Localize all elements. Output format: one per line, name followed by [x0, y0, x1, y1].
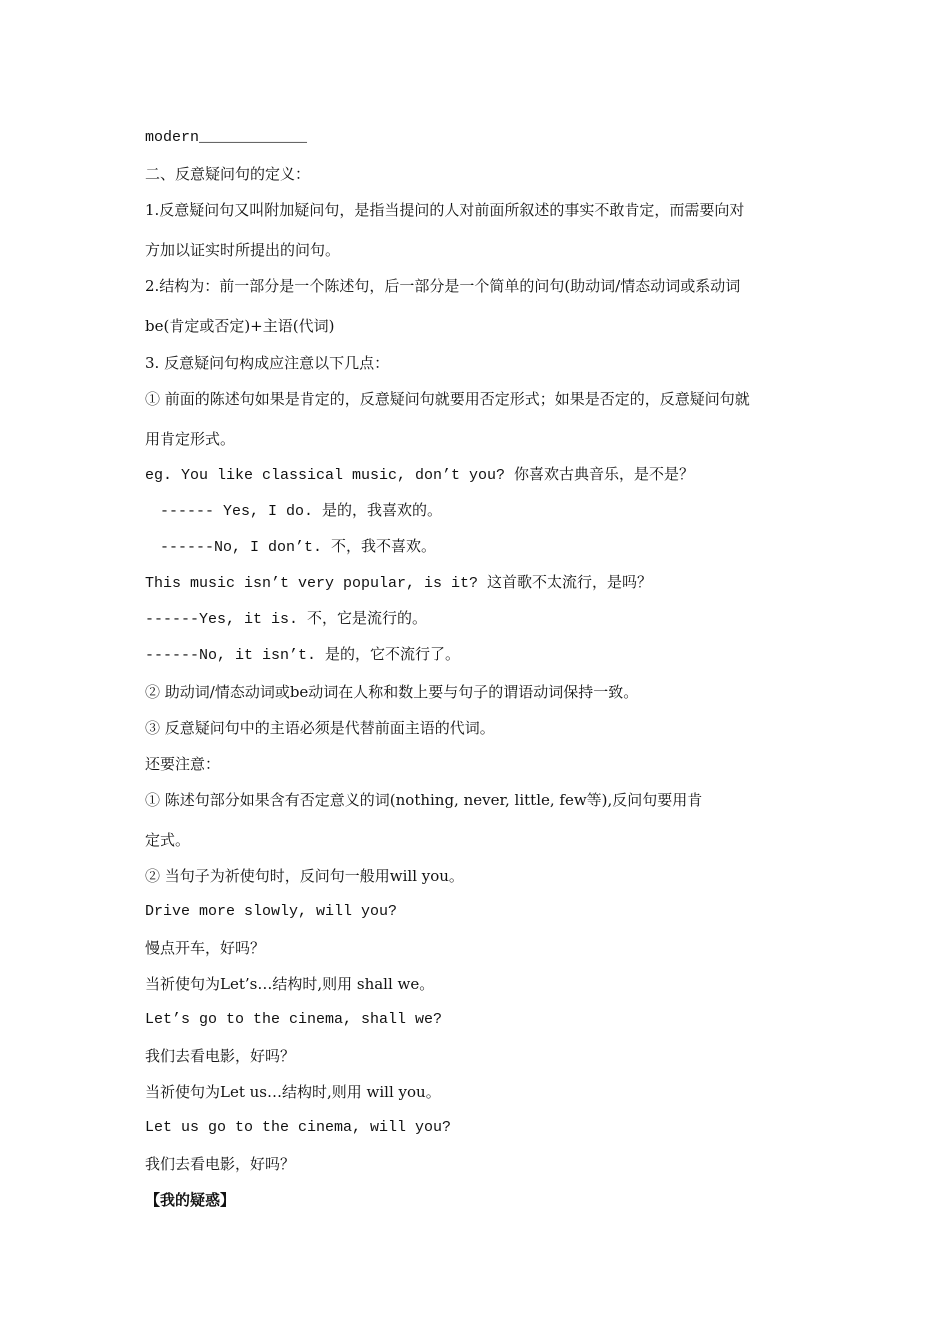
- text-line: 还要注意：: [145, 755, 221, 773]
- text-line: be(肯定或否定)+主语(代词): [145, 317, 335, 335]
- example-line: ------Yes, it is. 不，它是流行的。: [145, 611, 428, 628]
- example-line: ------No, it isn’t. 是的，它不流行了。: [145, 647, 461, 664]
- section-heading: 【我的疑惑】: [145, 1191, 236, 1209]
- text-line: 慢点开车，好吗？: [145, 939, 266, 957]
- text-line: 方加以证实时所提出的问句。: [145, 241, 341, 259]
- example-line: ------ Yes, I do. 是的，我喜欢的。: [160, 503, 443, 520]
- text-line: ② 当句子为祈使句时，反问句一般用will you。: [145, 867, 464, 885]
- example-line: eg. You like classical music, don’t you? 你喜欢古典音乐，是不是？: [145, 467, 695, 484]
- text-line: modern____________: [145, 129, 308, 146]
- text-line: 3. 反意疑问句构成应注意以下几点：: [145, 354, 390, 372]
- text-line: 我们去看电影，好吗？: [145, 1155, 296, 1173]
- text-line: 1.反意疑问句又叫附加疑问句，是指当提问的人对前面所叙述的事实不敢肯定，而需要向对: [145, 201, 745, 219]
- text-line: 定式。: [145, 831, 191, 849]
- text-line: ③ 反意疑问句中的主语必须是代替前面主语的代词。: [145, 719, 495, 737]
- example-line: Let us go to the cinema, will you?: [145, 1119, 452, 1136]
- example-line: Let’s go to the cinema, shall we?: [145, 1011, 443, 1028]
- text-line: 2.结构为：前一部分是一个陈述句，后一部分是一个简单的问句(助动词/情态动词或系动词: [145, 277, 741, 295]
- text-line: 当祈使句为Let’s…结构时,则用 shall we。: [145, 975, 435, 993]
- text-line: ① 陈述句部分如果含有否定意义的词(nothing, never, little, few等),反问句要用肯: [145, 791, 703, 809]
- text-line: 用肯定形式。: [145, 430, 236, 448]
- example-line: ------No, I don’t. 不，我不喜欢。: [160, 539, 437, 556]
- text-line: 我们去看电影，好吗？: [145, 1047, 296, 1065]
- section-heading: 二、反意疑问句的定义：: [145, 165, 311, 183]
- text-line: ① 前面的陈述句如果是肯定的，反意疑问句就要用否定形式；如果是否定的，反意疑问句就: [145, 390, 750, 408]
- text-line: ② 助动词/情态动词或be动词在人称和数上要与句子的谓语动词保持一致。: [145, 683, 639, 701]
- example-line: Drive more slowly, will you?: [145, 903, 398, 920]
- text-line: 当祈使句为Let us…结构时,则用 will you。: [145, 1083, 441, 1101]
- example-line: This music isn’t very popular, is it? 这首歌不太流行，是吗？: [145, 575, 653, 592]
